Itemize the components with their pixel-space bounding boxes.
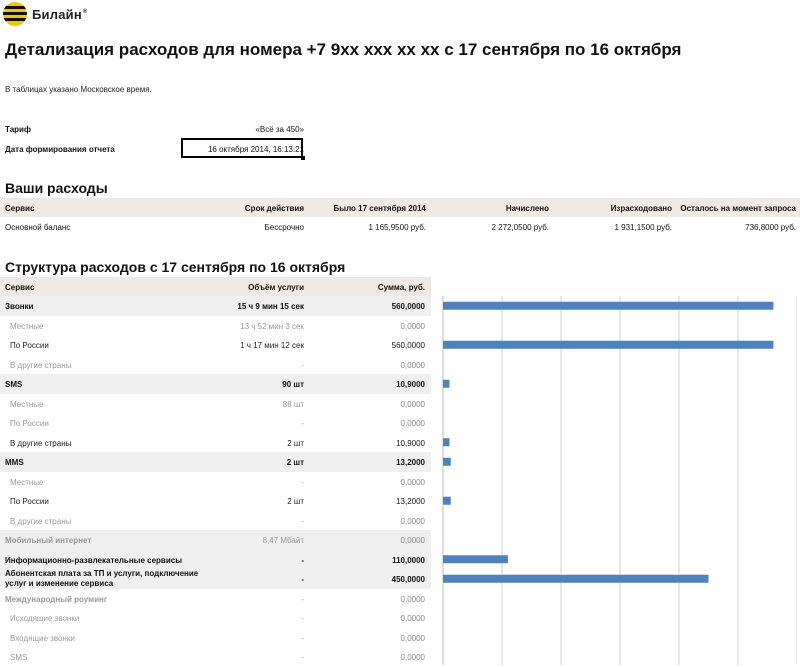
row-service-name: По России bbox=[10, 419, 49, 428]
row-volume: 15 ч 9 мин 15 сек bbox=[237, 302, 304, 311]
row-service-name: MMS bbox=[5, 458, 24, 467]
row-sum: 13,2000 bbox=[396, 497, 425, 506]
table-row bbox=[0, 296, 431, 316]
table-row bbox=[0, 394, 431, 414]
row-sum: 0,0000 bbox=[400, 419, 425, 428]
row-sum: 10,9000 bbox=[396, 438, 425, 448]
structure-header-volume: Объём услуги bbox=[248, 283, 304, 292]
row-sum: 0,0000 bbox=[400, 399, 425, 409]
table-row bbox=[0, 589, 431, 609]
expenses-header-remaining: Осталось на момент запроса bbox=[680, 204, 796, 213]
expenses-header-service: Сервис bbox=[5, 204, 35, 213]
row-sum: 0,0000 bbox=[400, 321, 425, 331]
row-service-name: Местные bbox=[10, 399, 44, 409]
row-sum: 0,0000 bbox=[400, 360, 425, 370]
table-row bbox=[0, 355, 431, 375]
row-service-name: Местные bbox=[10, 321, 44, 331]
row-volume: 88 шт bbox=[282, 399, 304, 409]
row-sum: 0,0000 bbox=[400, 536, 425, 545]
row-volume: - bbox=[301, 594, 304, 604]
row-volume: - bbox=[301, 575, 304, 584]
expenses-cell-service: Основной баланс bbox=[5, 223, 71, 232]
expenses-bar-chart bbox=[437, 277, 797, 665]
expenses-header-was: Было 17 сентября 2014 bbox=[333, 204, 426, 213]
report-date-value: 16 октября 2014, 16:13:21 bbox=[207, 145, 304, 154]
row-service-name: Информационно-развлекательные сервисы bbox=[5, 555, 183, 565]
structure-header-sum: Сумма, руб. bbox=[377, 283, 425, 292]
row-sum: 0,0000 bbox=[400, 614, 425, 623]
row-sum: 450,0000 bbox=[391, 575, 425, 584]
row-sum: 560,0000 bbox=[391, 302, 425, 311]
table-row bbox=[0, 413, 431, 433]
table-row bbox=[0, 374, 431, 394]
beeline-logo-icon bbox=[3, 2, 27, 26]
tariff-value: «Всё за 450» bbox=[255, 125, 304, 134]
row-sum: 13,2000 bbox=[396, 458, 425, 467]
row-sum: 10,9000 bbox=[396, 380, 425, 389]
chart-bar bbox=[443, 380, 449, 388]
row-service-name: Международный роуминг bbox=[5, 594, 108, 604]
timezone-note: В таблицах указано Московское время. bbox=[5, 85, 152, 94]
table-row bbox=[0, 628, 431, 648]
row-volume: - bbox=[301, 555, 304, 565]
expenses-cell-was: 1 165,9500 руб. bbox=[368, 223, 426, 232]
report-date-label: Дата формирования отчета bbox=[5, 145, 115, 154]
row-service-name: Звонки bbox=[5, 302, 34, 311]
row-service-name: Исходящие звонки bbox=[10, 614, 80, 623]
expenses-cell-spent: 1 931,1500 руб. bbox=[614, 223, 672, 232]
table-row bbox=[0, 608, 431, 628]
row-service-name: В другие страны bbox=[10, 438, 72, 448]
row-service-name: Местные bbox=[10, 477, 44, 487]
row-service-name: По России bbox=[10, 341, 49, 350]
chart-bar bbox=[443, 438, 449, 446]
expenses-header-charged: Начислено bbox=[505, 204, 549, 213]
row-volume: - bbox=[301, 653, 304, 662]
table-row bbox=[0, 511, 431, 531]
row-volume: - bbox=[301, 633, 304, 643]
row-service-name: В другие страны bbox=[10, 360, 72, 370]
table-row bbox=[0, 472, 431, 492]
row-sum: 0,0000 bbox=[400, 477, 425, 487]
table-row bbox=[0, 530, 431, 550]
row-service-name: Входящие звонки bbox=[10, 633, 75, 643]
row-service-name: По России bbox=[10, 497, 49, 506]
row-sum: 0,0000 bbox=[400, 594, 425, 604]
expenses-cell-remaining: 736,8000 руб. bbox=[745, 223, 796, 232]
table-row bbox=[0, 335, 431, 355]
tariff-label: Тариф bbox=[5, 125, 31, 134]
row-sum: 560,0000 bbox=[391, 341, 425, 350]
expenses-cell-validity: Бессрочно bbox=[264, 223, 304, 232]
row-volume: - bbox=[301, 477, 304, 487]
row-volume: 90 шт bbox=[282, 380, 304, 389]
expenses-title: Ваши расходы bbox=[5, 180, 108, 196]
chart-bar bbox=[443, 555, 508, 563]
expenses-cell-charged: 2 272,0500 руб. bbox=[491, 223, 549, 232]
row-volume: 1 ч 17 мин 12 сек bbox=[240, 341, 304, 350]
row-sum: 110,0000 bbox=[392, 555, 425, 565]
row-volume: 2 шт bbox=[287, 438, 304, 448]
beeline-logo[interactable] bbox=[3, 2, 88, 26]
table-row bbox=[0, 647, 431, 667]
row-service-name: Абонентская плата за ТП и услуги, подключение услуг и изменение сервиса bbox=[5, 569, 199, 588]
chart-bar bbox=[443, 497, 451, 505]
chart-bar bbox=[443, 341, 773, 349]
table-row bbox=[0, 569, 431, 589]
row-volume: - bbox=[301, 614, 304, 623]
row-service-name: SMS bbox=[5, 380, 23, 389]
table-row bbox=[0, 316, 431, 336]
row-sum: 0,0000 bbox=[400, 653, 425, 662]
table-row bbox=[0, 550, 431, 570]
row-service-name: В другие страны bbox=[10, 516, 72, 526]
chart-bar bbox=[443, 575, 709, 583]
page-title: Детализация расходов для номера +7 9xx xxx xx xx с 17 сентября по 16 октября bbox=[5, 40, 682, 59]
brand-name: Билайн® bbox=[32, 6, 88, 22]
expenses-header-validity: Срок действия bbox=[244, 204, 304, 213]
row-volume: 2 шт bbox=[286, 458, 304, 467]
table-row bbox=[0, 433, 431, 453]
row-volume: - bbox=[301, 419, 304, 428]
structure-header-service: Сервис bbox=[5, 283, 35, 292]
structure-title: Структура расходов с 17 сентября по 16 октября bbox=[5, 259, 346, 275]
row-volume: - bbox=[301, 516, 304, 526]
expenses-header-spent: Израсходовано bbox=[610, 204, 672, 213]
row-volume: 13 ч 52 мин 3 сек bbox=[240, 321, 304, 331]
chart-bar bbox=[443, 302, 773, 310]
row-volume: - bbox=[301, 360, 304, 370]
table-row bbox=[0, 491, 431, 511]
row-sum: 0,0000 bbox=[400, 633, 425, 643]
table-row bbox=[0, 452, 431, 472]
chart-bar bbox=[443, 458, 451, 466]
row-service-name: Мобильный интернет bbox=[5, 536, 92, 545]
row-service-name: SMS bbox=[10, 653, 28, 662]
row-volume: 2 шт bbox=[287, 497, 304, 506]
row-volume: 8,47 Мбайт bbox=[262, 536, 304, 545]
row-sum: 0,0000 bbox=[400, 516, 425, 526]
